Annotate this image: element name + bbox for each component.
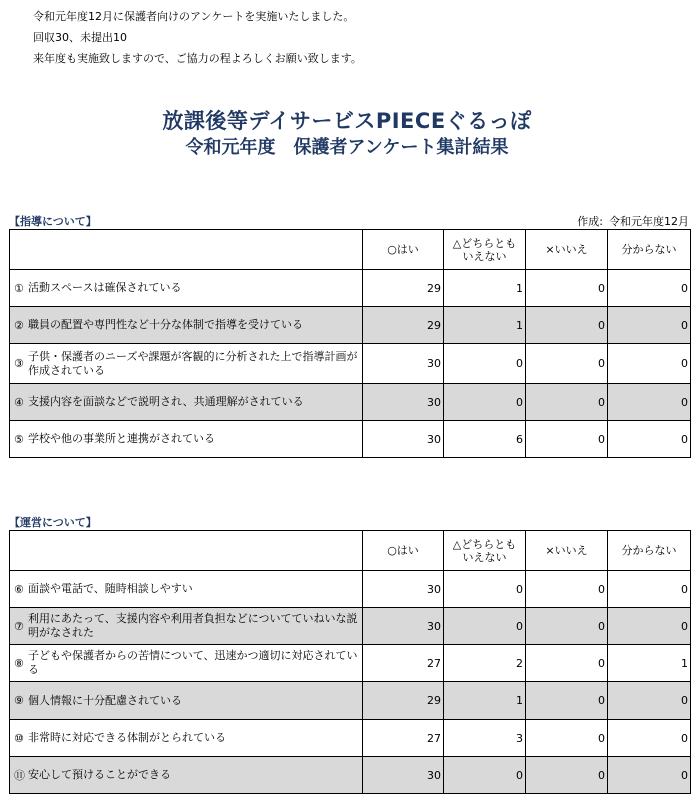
count-neither: 0	[444, 757, 526, 794]
count-neither: 2	[444, 645, 526, 682]
header-unknown: 分からない	[608, 230, 691, 270]
question-text: 子どもや保護者からの苦情について、迅速かつ適切に対応されている	[28, 649, 358, 676]
question-cell	[10, 682, 363, 720]
created-label: 作成:	[577, 215, 603, 228]
count-unknown: 0	[608, 571, 691, 608]
count-yes: 30	[363, 757, 444, 794]
question-cell	[10, 270, 363, 307]
header-yes: ○はい	[363, 230, 444, 270]
count-unknown: 0	[608, 307, 691, 344]
count-no: 0	[526, 384, 608, 421]
count-neither: 6	[444, 421, 526, 458]
table-row	[10, 421, 691, 458]
count-neither: 1	[444, 270, 526, 307]
header-neither: △どちらとも いえない	[444, 230, 526, 270]
count-yes: 27	[363, 720, 444, 757]
table-row	[10, 344, 691, 384]
count-yes: 30	[363, 608, 444, 645]
header-question	[10, 230, 363, 270]
table-row	[10, 757, 691, 794]
table-row	[10, 720, 691, 757]
count-no: 0	[526, 307, 608, 344]
question-number: ⑦	[14, 619, 24, 633]
count-neither: 3	[444, 720, 526, 757]
survey-table-operation	[9, 530, 691, 794]
created-value: 令和元年度12月	[609, 215, 689, 228]
question-text: 支援内容を面談などで説明され、共通理解がされている	[28, 395, 304, 408]
question-cell	[10, 344, 363, 384]
question-number: ②	[14, 318, 24, 332]
header-no: ×いいえ	[526, 531, 608, 571]
question-number: ⑪	[14, 769, 25, 782]
count-neither: 0	[444, 384, 526, 421]
section2-label: 【運営について】	[9, 516, 97, 529]
intro-text	[33, 6, 362, 69]
intro-line: 回収30、未提出10	[33, 31, 127, 44]
table-row	[10, 682, 691, 720]
count-yes: 29	[363, 270, 444, 307]
question-number: ⑧	[14, 656, 24, 670]
count-yes: 30	[363, 571, 444, 608]
count-no: 0	[526, 344, 608, 384]
question-cell	[10, 421, 363, 458]
count-yes: 29	[363, 307, 444, 344]
table-header-row	[10, 230, 691, 270]
count-unknown: 0	[608, 421, 691, 458]
count-no: 0	[526, 720, 608, 757]
count-unknown: 1	[608, 645, 691, 682]
created-date	[571, 213, 689, 229]
document-title	[0, 107, 694, 160]
question-cell	[10, 720, 363, 757]
count-unknown: 0	[608, 682, 691, 720]
count-neither: 1	[444, 682, 526, 720]
count-yes: 30	[363, 384, 444, 421]
count-neither: 0	[444, 571, 526, 608]
table-row	[10, 571, 691, 608]
title-main: 放課後等デイサービスPIECEぐるっぽ	[162, 109, 532, 133]
count-no: 0	[526, 645, 608, 682]
survey-table-guidance	[9, 229, 691, 458]
title-sub: 令和元年度 保護者アンケート集計結果	[185, 137, 509, 158]
question-text: 面談や電話で、随時相談しやすい	[28, 582, 193, 595]
table-row	[10, 645, 691, 682]
count-no: 0	[526, 571, 608, 608]
count-yes: 30	[363, 344, 444, 384]
count-yes: 29	[363, 682, 444, 720]
count-no: 0	[526, 270, 608, 307]
table-row	[10, 307, 691, 344]
count-unknown: 0	[608, 270, 691, 307]
intro-line: 来年度も実施致しますので、ご協力の程よろしくお願い致します。	[33, 52, 362, 65]
count-unknown: 0	[608, 720, 691, 757]
header-yes: ○はい	[363, 531, 444, 571]
question-text: 個人情報に十分配慮されている	[28, 693, 182, 707]
table-row	[10, 384, 691, 421]
question-text: 安心して預けることができる	[28, 768, 171, 781]
count-yes: 30	[363, 421, 444, 458]
count-neither: 0	[444, 344, 526, 384]
header-no: ×いいえ	[526, 230, 608, 270]
section1-label: 【指導について】	[9, 215, 97, 228]
question-cell	[10, 608, 363, 645]
question-text: 職員の配置や専門性など十分な体制で指導を受けている	[28, 318, 303, 331]
question-text: 利用にあたって、支援内容や利用者負担などについてていねいな説明がなされた	[28, 612, 358, 639]
count-yes: 27	[363, 645, 444, 682]
table-row	[10, 608, 691, 645]
question-number: ⑥	[14, 582, 24, 596]
header-unknown: 分からない	[608, 531, 691, 571]
count-no: 0	[526, 608, 608, 645]
count-unknown: 0	[608, 608, 691, 645]
question-text: 活動スペースは確保されている	[28, 281, 182, 294]
count-neither: 0	[444, 608, 526, 645]
header-neither: △どちらとも いえない	[444, 531, 526, 571]
question-cell	[10, 384, 363, 421]
question-text: 非常時に対応できる体制がとられている	[28, 731, 226, 744]
header-question	[10, 531, 363, 571]
count-unknown: 0	[608, 344, 691, 384]
question-number: ⑩	[14, 731, 24, 745]
question-number: ④	[14, 395, 24, 409]
question-cell	[10, 571, 363, 608]
count-unknown: 0	[608, 757, 691, 794]
intro-line: 令和元年度12月に保護者向けのアンケートを実施いたしました。	[33, 10, 355, 23]
question-cell	[10, 757, 363, 794]
table-row	[10, 270, 691, 307]
count-no: 0	[526, 421, 608, 458]
question-cell	[10, 307, 363, 344]
question-number: ⑤	[14, 432, 24, 446]
count-neither: 1	[444, 307, 526, 344]
table-header-row	[10, 531, 691, 571]
question-number: ⑨	[14, 694, 24, 707]
question-cell	[10, 645, 363, 682]
question-number: ①	[14, 281, 24, 295]
question-text: 子供・保護者のニーズや課題が客観的に分析された上で指導計画が作成されている	[28, 349, 358, 377]
count-no: 0	[526, 757, 608, 794]
question-number: ③	[14, 357, 24, 370]
count-no: 0	[526, 682, 608, 720]
question-text: 学校や他の事業所と連携がされている	[28, 432, 215, 445]
count-unknown: 0	[608, 384, 691, 421]
